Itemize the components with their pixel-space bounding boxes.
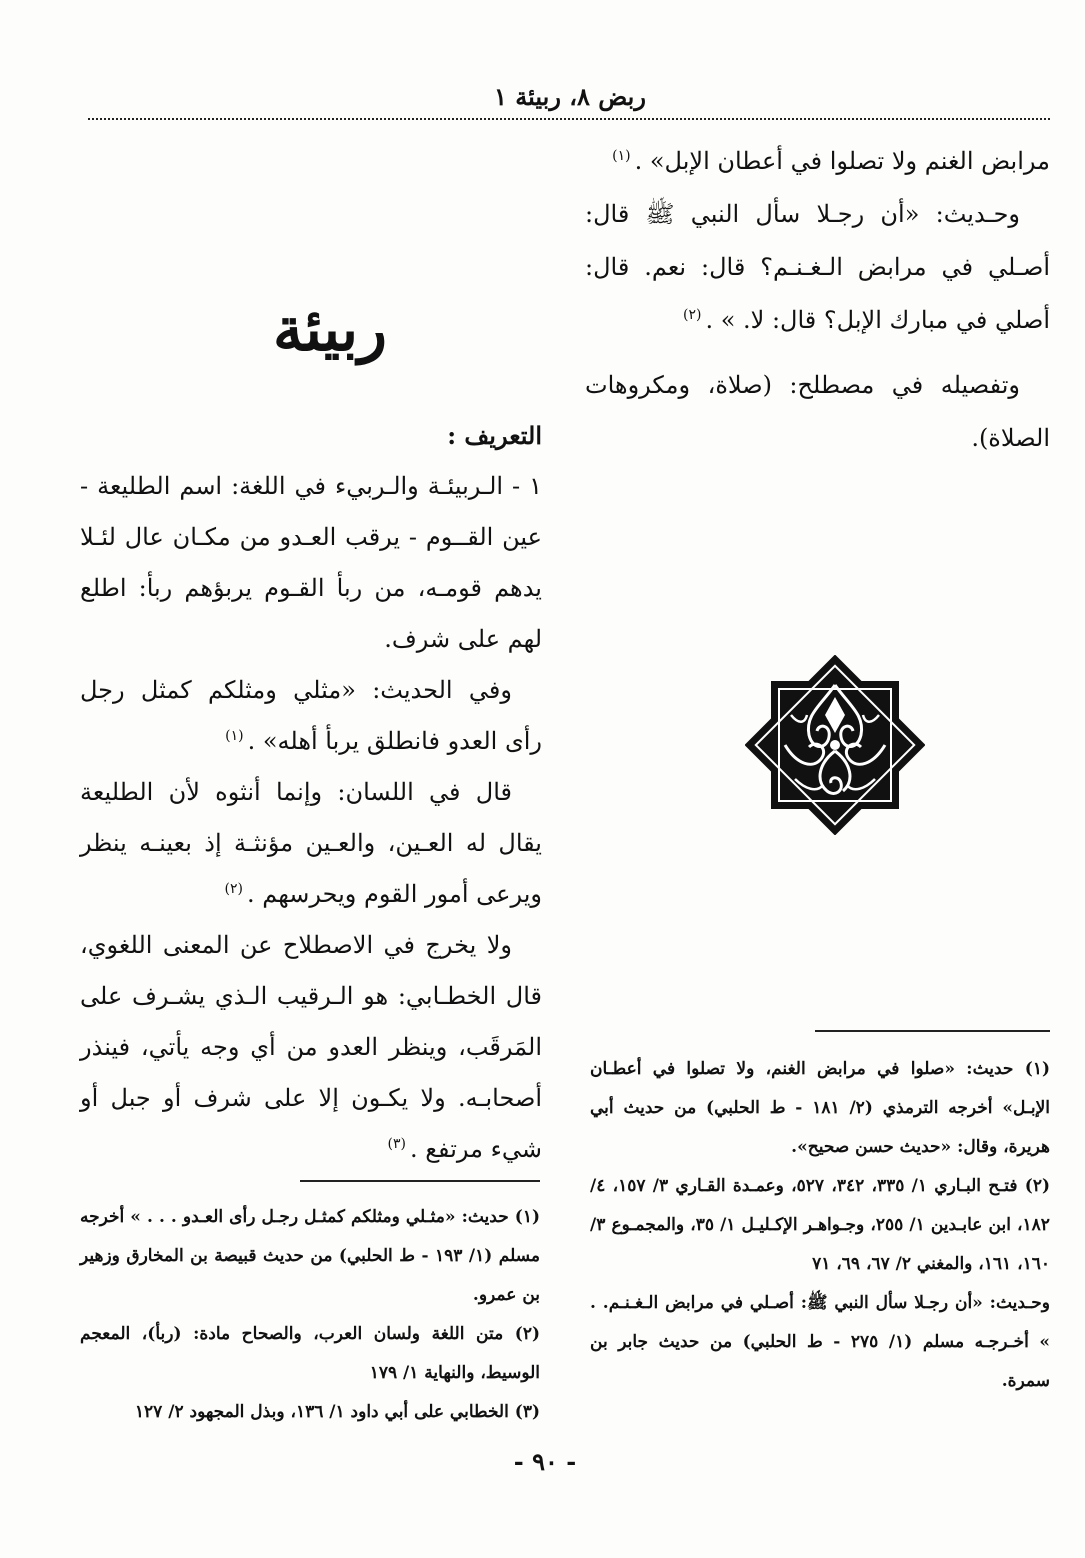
left-paragraph-4: ولا يخرج في الاصطلاح عن المعنى اللغوي، قال الخطـابي: هو الـرقيب الـذي يشـرف على المَرقَب، وينظر العدو من أي وجه يأتي، فينذر أصحابـه. ولا يكـون إلا على شرف أو جبل أو شيء مرتفع .$^{(٣)}$ (80, 931, 542, 1163)
footnotes-left (80, 1198, 540, 1432)
footnote-mark: (١) (225, 728, 244, 744)
footnote-item: وحـديث: «أن رجـلا سأل النبي ﷺ: أصـلي في مرابض الـغـنـم. . » أخـرجـه مسلم (١/ ٢٧٥ - ط الحلبي) من حديث جابر بن سمرة. (590, 1293, 1050, 1391)
right-paragraph-2: وحـديث: «أن رجـلا سأل النبي ﷺ قال: أصـلي في مرابض الـغـنـم؟ قال: نعم. قال: أصلي في مبارك الإبل؟ قال: لا. » .$^{(٢)}$ (585, 200, 1050, 334)
right-column (585, 135, 1050, 465)
left-paragraph-2: وفي الحديث: «مثلي ومثلكم كمثل رجل رأى العدو فانطلق يربأ أهله» .$^{(١)}$ (80, 676, 542, 755)
running-head: ربض ٨، ربيئة ١ (494, 82, 646, 111)
footnote-mark: (٢) (682, 307, 702, 323)
right-paragraph-3: وتفصيله في مصطلح: (صلاة، ومكروهات الصلاة). (585, 371, 1050, 452)
footnote-mark: (٢) (224, 881, 243, 897)
footnote-item: (٢) فتـح البـاري ١/ ٣٣٥، ٣٤٢، ٥٢٧، وعمـدة القـاري ٣/ ١٥٧، ٤/ ١٨٢، ابن عابـدين ١/ ٢٥٥، وجـواهـر الإكـليـل ١/ ٣٥، والمجمـوع ٣/ ١٦٠، ١٦١، والمغني ٢/ ٦٧، ٦٩، ٧١ (590, 1176, 1050, 1274)
footnote-divider-right (815, 1030, 1050, 1032)
entry-title: ربيئة (272, 295, 388, 365)
footnote-mark: (٣) (387, 1136, 407, 1152)
right-paragraph-1: مرابض الغنم ولا تصلوا في أعطان الإبل» .$^{(١)}$ (612, 147, 1050, 175)
left-paragraph-1: ١ - الـربيئـة والـربيء في اللغة: اسم الطليعة - عين القــوم - يرقب العـدو من مكـان عال لئـلا يدهم قومـه، من ربأ القـوم يربؤهم ربأ: اطلع لهم على شرف. (80, 472, 542, 653)
footnotes-right (590, 1050, 1050, 1401)
footnote-item: (١) حديث: «مثـلي ومثلكم كمثـل رجـل رأى العـدو . . . » أخرجه مسلم (١/ ١٩٣ - ط الحلبي) من حديث قبيصة بن المخارق وزهير بن عمرو. (80, 1207, 540, 1305)
footnote-mark: (١) (612, 148, 631, 164)
section-label: التعريف : (447, 421, 542, 450)
footnote-item: (٢) متن اللغة ولسان العرب، والصحاح مادة: (ربأ)، المعجم الوسيط، والنهاية ١/ ١٧٩ (80, 1324, 540, 1383)
footnote-divider-left (300, 1180, 540, 1182)
eight-point-star-arabesque-icon (745, 655, 925, 835)
header-divider (88, 118, 1050, 120)
page-number: - ٩٠ - (513, 1447, 577, 1476)
left-paragraph-3: قال في اللسان: وإنما أنثوه لأن الطليعة يقال له العـين، والعـين مؤنثـة إذ بعينـه ينظر ويرعى أمور القوم ويحرسهم .$^{(٢)}$ (80, 778, 542, 908)
footnote-item: (١) حديث: «صلوا في مرابض الغنم، ولا تصلوا في أعطـان الإبـل» أخرجه الترمذي (٢/ ١٨١ - ط الحلبي) من حديث أبي هريرة، وقال: «حديث حسن صحيح». (590, 1059, 1050, 1157)
left-column (80, 410, 542, 1175)
footnote-item: (٣) الخطابي على أبي داود ١/ ١٣٦، وبذل المجهود ٢/ ١٢٧ (134, 1402, 540, 1422)
